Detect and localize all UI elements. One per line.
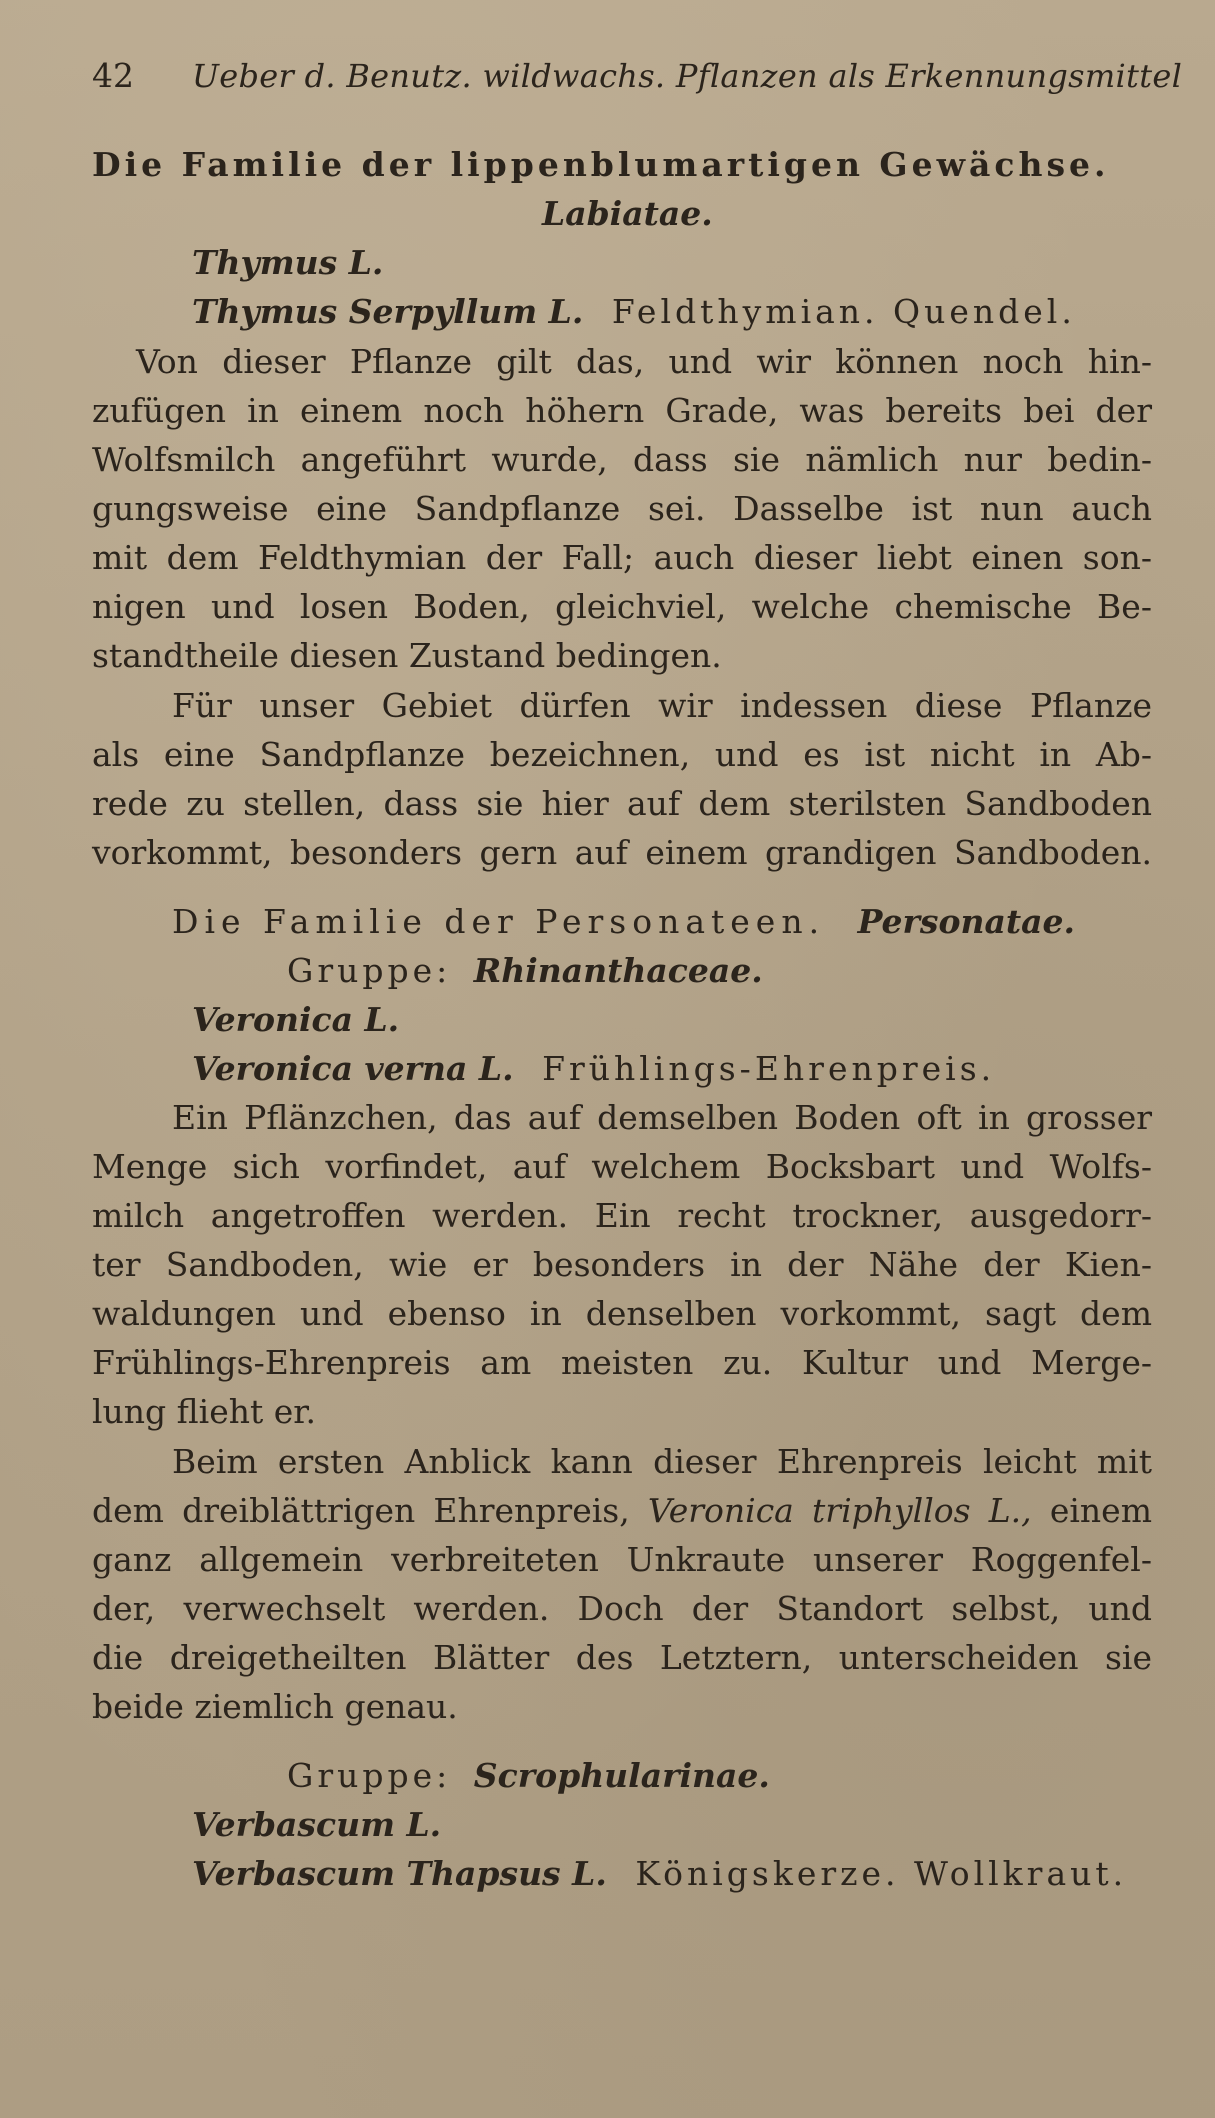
family-heading-personateen [172,902,1075,942]
running-title: Ueber d. Benutz. wildwachs. Pflanzen als Erkennungsmittel [192,57,1183,95]
species-common: Frühlings-Ehrenpreis. [542,1049,996,1088]
family-latin-personatae: Personatae. [857,902,1075,941]
genus-thymus: Thymus L. [192,243,384,282]
text-line: Von dieser Pflanze gilt das, und wir können noch hin- [136,342,1152,381]
text-line-mixed [92,1491,1152,1531]
text-line: Für unser Gebiet dürfen wir indessen diese Pflanze [172,686,1152,725]
text-line: waldungen und ebenso in denselben vorkommt, sagt dem [92,1294,1152,1333]
text-line: die dreigetheilten Blätter des Letztern, unterscheiden sie [92,1638,1152,1677]
species-line-veronica [192,1049,995,1089]
text-line: Menge sich vorfindet, auf welchem Bocksbart und Wolfs- [92,1147,1152,1186]
text-line: lung flieht er. [92,1392,316,1431]
text-line: Frühlings-Ehrenpreis am meisten zu. Kultur und Merge- [92,1343,1152,1382]
family-latin-labiatae: Labiatae. [542,194,713,233]
text-line: der, verwechselt werden. Doch der Standort selbst, und [92,1589,1152,1628]
species-latin-inline: Veronica triphyllos L., [647,1491,1032,1530]
text-line: milch angetroffen werden. Ein recht trockner, ausgedorr- [92,1196,1152,1235]
group-rhinanthaceae [287,951,763,991]
text-line: Beim ersten Anblick kann dieser Ehrenpreis leicht mit [172,1442,1152,1481]
group-scrophularinae [287,1756,770,1796]
page-number: 42 [92,56,134,95]
species-latin: Verbascum Thapsus L. [192,1854,607,1893]
species-line-verbascum [192,1854,1127,1894]
text-line: als eine Sandpflanze bezeichnen, und es ist nicht in Ab- [92,735,1152,774]
group-latin: Rhinanthaceae. [473,951,763,990]
text-line: ter Sandboden, wie er besonders in der Nähe der Kien- [92,1245,1152,1284]
text-line: zufügen in einem noch höhern Grade, was bereits bei der [92,391,1152,430]
genus-veronica: Veronica L. [192,1000,400,1039]
text-line: mit dem Feldthymian der Fall; auch dieser liebt einen son- [92,538,1152,577]
group-latin: Scrophularinae. [473,1756,770,1795]
text-line: standtheile diesen Zustand bedingen. [92,636,722,675]
family-heading-labiatae: Die Familie der lippenblumartigen Gewächse. [92,145,1110,184]
species-common: Feldthymian. Quendel. [611,292,1076,331]
text-line: nigen und losen Boden, gleichviel, welche chemische Be- [92,587,1152,626]
species-latin: Veronica verna L. [192,1049,514,1088]
text-segment: einem [1049,1491,1152,1530]
text-line: vorkommt, besonders gern auf einem grandigen Sandboden. [92,833,1152,872]
text-line: Ein Pflänzchen, das auf demselben Boden oft in grosser [172,1098,1152,1137]
text-line: Wolfsmilch angeführt wurde, dass sie nämlich nur bedin- [92,440,1152,479]
text-line: gungsweise eine Sandpflanze sei. Dasselbe ist nun auch [92,489,1152,528]
genus-verbascum: Verbascum L. [192,1805,442,1844]
family-heading-text: Die Familie der Personateen. [172,902,826,941]
species-common: Königskerze. Wollkraut. [635,1854,1128,1893]
text-segment: dem dreiblättrigen Ehrenpreis, [92,1491,630,1530]
species-latin: Thymus Serpyllum L. [192,292,584,331]
text-line: beide ziemlich genau. [92,1687,458,1726]
species-line-thymus [192,292,1076,332]
text-line: rede zu stellen, dass sie hier auf dem sterilsten Sandboden [92,784,1152,823]
group-label: Gruppe: [287,1756,452,1795]
group-label: Gruppe: [287,951,452,990]
text-line: ganz allgemein verbreiteten Unkraute unserer Roggenfel- [92,1540,1152,1579]
